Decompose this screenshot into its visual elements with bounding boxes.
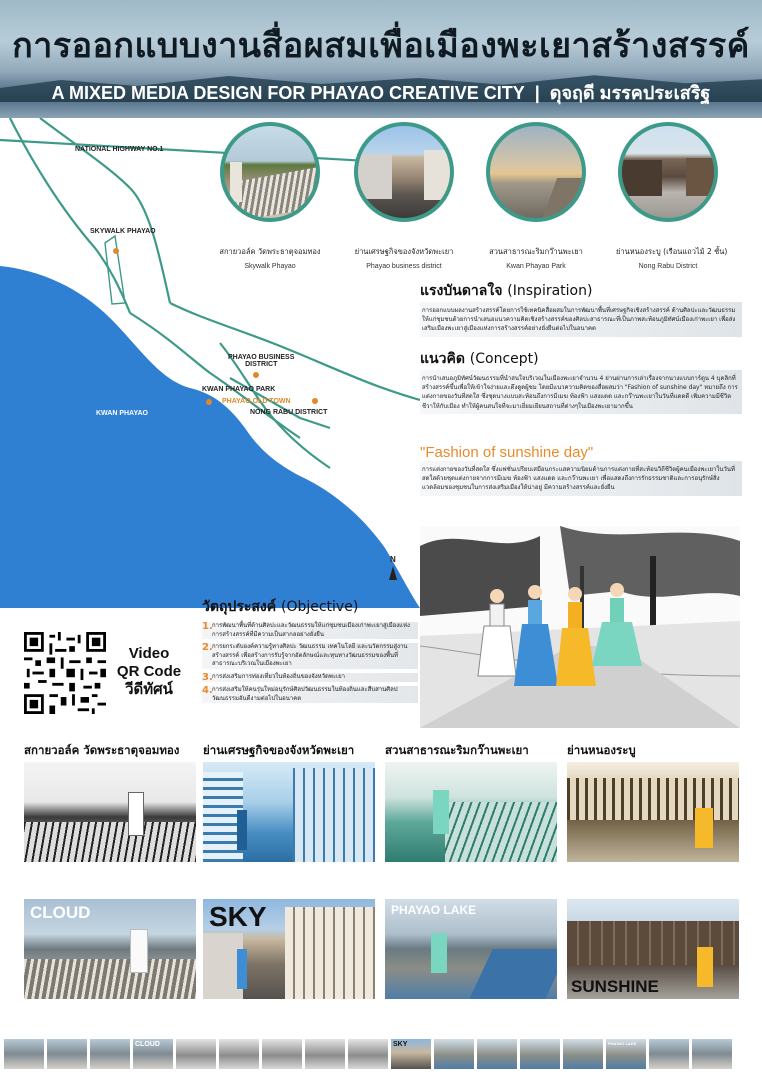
poster-title-english <box>0 78 762 107</box>
concept-body-box <box>420 370 742 414</box>
location-label-th: สวนสาธารณะริมกว๊านพะเยา <box>489 247 583 256</box>
sketch-tile-skywalk <box>24 762 196 862</box>
strip-word-sky: SKY <box>393 1041 408 1048</box>
objective-text: การพัฒนาพื้นที่ด้านศิลปะและวัฒนธรรมให้แก่ชุมชนเมืองเก่าพะเยาสู่เมืองแห่งการสร้างสรรค์ที่มีความเป็นสากลอย่างยั่งยืน <box>212 622 410 638</box>
concept-section <box>420 348 742 414</box>
concept-heading-th: แนวคิด <box>420 351 465 367</box>
lake-shape <box>0 266 420 608</box>
sketch-tile-nongrabu <box>567 762 739 862</box>
objective-heading-th: วัตถุประสงค์ <box>202 599 277 615</box>
grid-header-nongrabu: ย่านหนองระบู <box>567 743 636 757</box>
strip-word-lake: PHAYAO LAKE <box>608 1041 637 1046</box>
strip-frame <box>305 1039 345 1069</box>
photo-tile-skywalk <box>24 899 196 999</box>
tile-word-sky: SKY <box>209 901 267 932</box>
strip-frame <box>348 1039 388 1069</box>
strip-frame <box>4 1039 44 1069</box>
fashion-section <box>420 442 742 496</box>
concept-heading <box>420 348 742 370</box>
main-illustration <box>420 526 740 728</box>
location-label-en: Skywalk Phayao <box>244 263 296 270</box>
strip-word-cloud: CLOUD <box>135 1041 160 1048</box>
objective-heading <box>202 596 418 618</box>
location-park <box>484 122 588 270</box>
photo-tile-park <box>385 899 557 999</box>
objective-item <box>202 673 418 682</box>
poster-title-thai: การออกแบบงานสื่อผสมเพื่อเมืองพะเยาสร้างสรรค์ <box>12 26 750 66</box>
photo-tile-business <box>203 899 375 999</box>
map-label-nongrabu: NONG RABU DISTRICT <box>250 409 328 416</box>
fashion-title: "Fashion of sunshine day" <box>420 444 594 461</box>
photo-tile-nongrabu <box>567 899 739 999</box>
business-line1: PHAYAO BUSINESS <box>228 354 295 361</box>
strip-frame <box>133 1039 173 1069</box>
tile-word-sunshine: SUNSHINE <box>571 977 659 996</box>
photo-business <box>354 122 454 222</box>
objective-heading-en: (Objective) <box>280 599 359 615</box>
objective-number: 1. <box>202 621 213 632</box>
photo-park <box>486 122 586 222</box>
objective-number: 4. <box>202 684 213 696</box>
location-label-en: Nong Rabu District <box>638 263 698 270</box>
fashion-body: การแต่งกายของวันที่สดใส ซึ่งแฟชั่นเปรียบเสมือนกระแสความนิยมด้านการแต่งกายที่สะท้อนวิถีชีวิตผู้คนเมืองพะเยาในวันที่สดใสด้วยชุดแต่งกายจากการมีเมฆ ท้องฟ้า แสงแดด และกว๊านพะเยา เพื่อแสดงถึงการรักธรรมชาติและการอนุรักษ์สิ่งแวดล้อมของชุมชนในการส่งเสริมเมืองให้น่าอยู่ มีความสร้างสรรค์และยั่งยืน <box>422 466 735 492</box>
location-label-th: สกายวอล์ค วัดพระธาตุจอมทอง <box>219 247 321 256</box>
strip-frame <box>649 1039 689 1069</box>
inspiration-heading-th: แรงบันดาลใจ <box>420 283 503 299</box>
objective-text: การส่งเสริมให้คนรุ่นใหม่อนุรักษ์ศิลปวัฒนธรรมในท้องถิ่นและสืบสานศิลปวัฒนธรรมอันดีงามต่อไปในอนาคต <box>212 685 398 702</box>
location-business <box>352 122 456 270</box>
objective-item <box>202 686 418 703</box>
map-label-oldtown: PHAYAO OLD TOWN <box>222 398 291 405</box>
inspiration-section <box>420 280 742 337</box>
north-indicator <box>390 555 397 580</box>
objective-number: 3. <box>202 671 213 683</box>
strip-frame <box>219 1039 259 1069</box>
north-letter: N <box>390 555 396 564</box>
strip-frame <box>176 1039 216 1069</box>
strip-frame <box>563 1039 603 1069</box>
concept-heading-en: (Concept) <box>469 351 539 367</box>
tile-word-cloud: CLOUD <box>30 903 91 922</box>
grid-header-park: สวนสาธารณะริมกว๊านพะเยา <box>385 743 529 757</box>
concept-body: การนำเสนอภูมิทัศน์วัฒนธรรมที่นำสนใจบริเวณในเมืองพะเยาจำนวน 4 ย่านผ่านการเล่าเรื่องจากนางแบบการ์ตูน 4 บุคลิกที่สร้างสรรค์ขึ้นเพื่อให้เข้าใจง่ายและดึงดูดผู้ชม โดยมีแนวความคิดของสื่อผสมว่า "Fashion of sunshine day" หมายถึง การแต่งกายของวันที่สดใส ซึ่งชุดนางแบบสะท้อนถึงการมีเมฆ ท้องฟ้า แสงแดด และกว๊านพะเยาในวันที่แดดดี เพิ่มความมีชีวิตชีวาให้กับเมือง ทำให้ผู้คนสนใจที่จะมาเยี่ยมเยียนสถานที่ต่างๆในเมืองพะเยามากขึ้น <box>422 375 738 410</box>
location-label-en: Phayao business district <box>366 263 442 270</box>
map-label-highway: NATIONAL HIGHWAY NO.1 <box>75 146 164 153</box>
strip-frame <box>391 1039 431 1069</box>
map-label-skywalk: SKYWALK PHAYAO <box>90 228 156 235</box>
map-marker-skywalk <box>113 248 119 254</box>
strip-frame <box>520 1039 560 1069</box>
map-label-park: KWAN PHAYAO PARK <box>202 386 276 393</box>
fashion-body-box <box>420 461 742 496</box>
grid-header-business: ย่านเศรษฐกิจของจังหวัดพะเยา <box>203 743 355 757</box>
strip-frame <box>47 1039 87 1069</box>
qr-code-icon[interactable] <box>24 632 106 714</box>
inspiration-heading-en: (Inspiration) <box>507 283 593 299</box>
title-english-text: A MIXED MEDIA DESIGN FOR PHAYAO CREATIVE CITY <box>51 83 525 103</box>
qr-caption-line3: วีดีทัศน์ <box>125 681 173 698</box>
objective-number: 2. <box>202 642 213 654</box>
inspiration-heading <box>420 280 742 302</box>
objective-text: การยกระดับองค์ความรู้ทางศิลปะ วัฒนธรรม เทคโนโลยี และนวัตกรรมสู่งานสร้างสรรค์ เพื่อสร้างการรับรู้จากอัตลักษณ์และทุนทางวัฒนธรรมของพื้นที่สาธารณะบริเวณในเมืองพะเยา <box>212 643 408 668</box>
location-skywalk <box>218 122 322 270</box>
author-name: ดุจฤดี มรรคประเสริฐ <box>549 83 711 103</box>
video-frame-strip <box>0 1036 762 1072</box>
objective-text: การส่งเสริมการท่องเที่ยวในท้องถิ่นของจังหวัดพะเยา <box>212 672 345 680</box>
sketch-tile-business <box>203 762 375 862</box>
strip-frame <box>434 1039 474 1069</box>
location-label-th: ย่านเศรษฐกิจของจังหวัดพะเยา <box>354 247 454 256</box>
map-marker-park <box>206 399 212 405</box>
photo-skywalk <box>220 122 320 222</box>
grid-header-skywalk: สกายวอล์ค วัดพระธาตุจอมทอง <box>24 743 180 757</box>
strip-frame <box>477 1039 517 1069</box>
qr-caption-line2: QR Code <box>116 663 182 680</box>
inspiration-body-box <box>420 302 742 337</box>
map-marker-business <box>253 372 259 378</box>
strip-frame <box>692 1039 732 1069</box>
map-label-lake: KWAN PHAYAO <box>96 410 148 417</box>
location-nongrabu <box>616 122 728 270</box>
sketch-tile-park <box>385 762 557 862</box>
illustration-graphic <box>420 526 740 728</box>
qr-caption-line1: Video <box>128 645 170 662</box>
objective-section <box>202 596 418 730</box>
map-marker-oldtown <box>312 398 318 404</box>
strip-frame <box>90 1039 130 1069</box>
strip-frame <box>262 1039 302 1069</box>
objective-item <box>202 643 418 669</box>
header-banner <box>0 0 762 118</box>
business-line2: DISTRICT <box>245 361 278 368</box>
tile-word-lake: PHAYAO LAKE <box>391 903 477 917</box>
qr-caption <box>110 645 188 699</box>
north-arrow-icon <box>389 566 397 580</box>
photo-nongrabu <box>618 122 718 222</box>
inspiration-body: การออกแบบผลงานสร้างสรรค์โดยการใช้เทคนิคสื่อผสมในการพัฒนาพื้นที่เศรษฐกิจเชิงสร้างสรรค์ ด้านศิลปะและวัฒนธรรมให้แก่ชุมชนด้วยการนำเสนอแนวความคิดเชิงสร้างสรรค์ของศิลปะสาธารณะที่เป็นภาพสะท้อนภูมิทัศน์เมืองเก่าพะเยา เพื่อส่งเสริมเมืองพะเยาสู่เมืองแห่งการสร้างสรรค์อย่างยั่งยืนต่อไปในอนาคต <box>422 307 736 333</box>
location-label-th: ย่านหนองระบู (เรือนแถวไม้ 2 ชั้น) <box>616 247 728 256</box>
title-separator: | <box>534 83 540 103</box>
map-label-business <box>228 354 294 368</box>
objective-item <box>202 622 418 639</box>
strip-frame <box>606 1039 646 1069</box>
location-label-en: Kwan Phayao Park <box>506 263 566 270</box>
